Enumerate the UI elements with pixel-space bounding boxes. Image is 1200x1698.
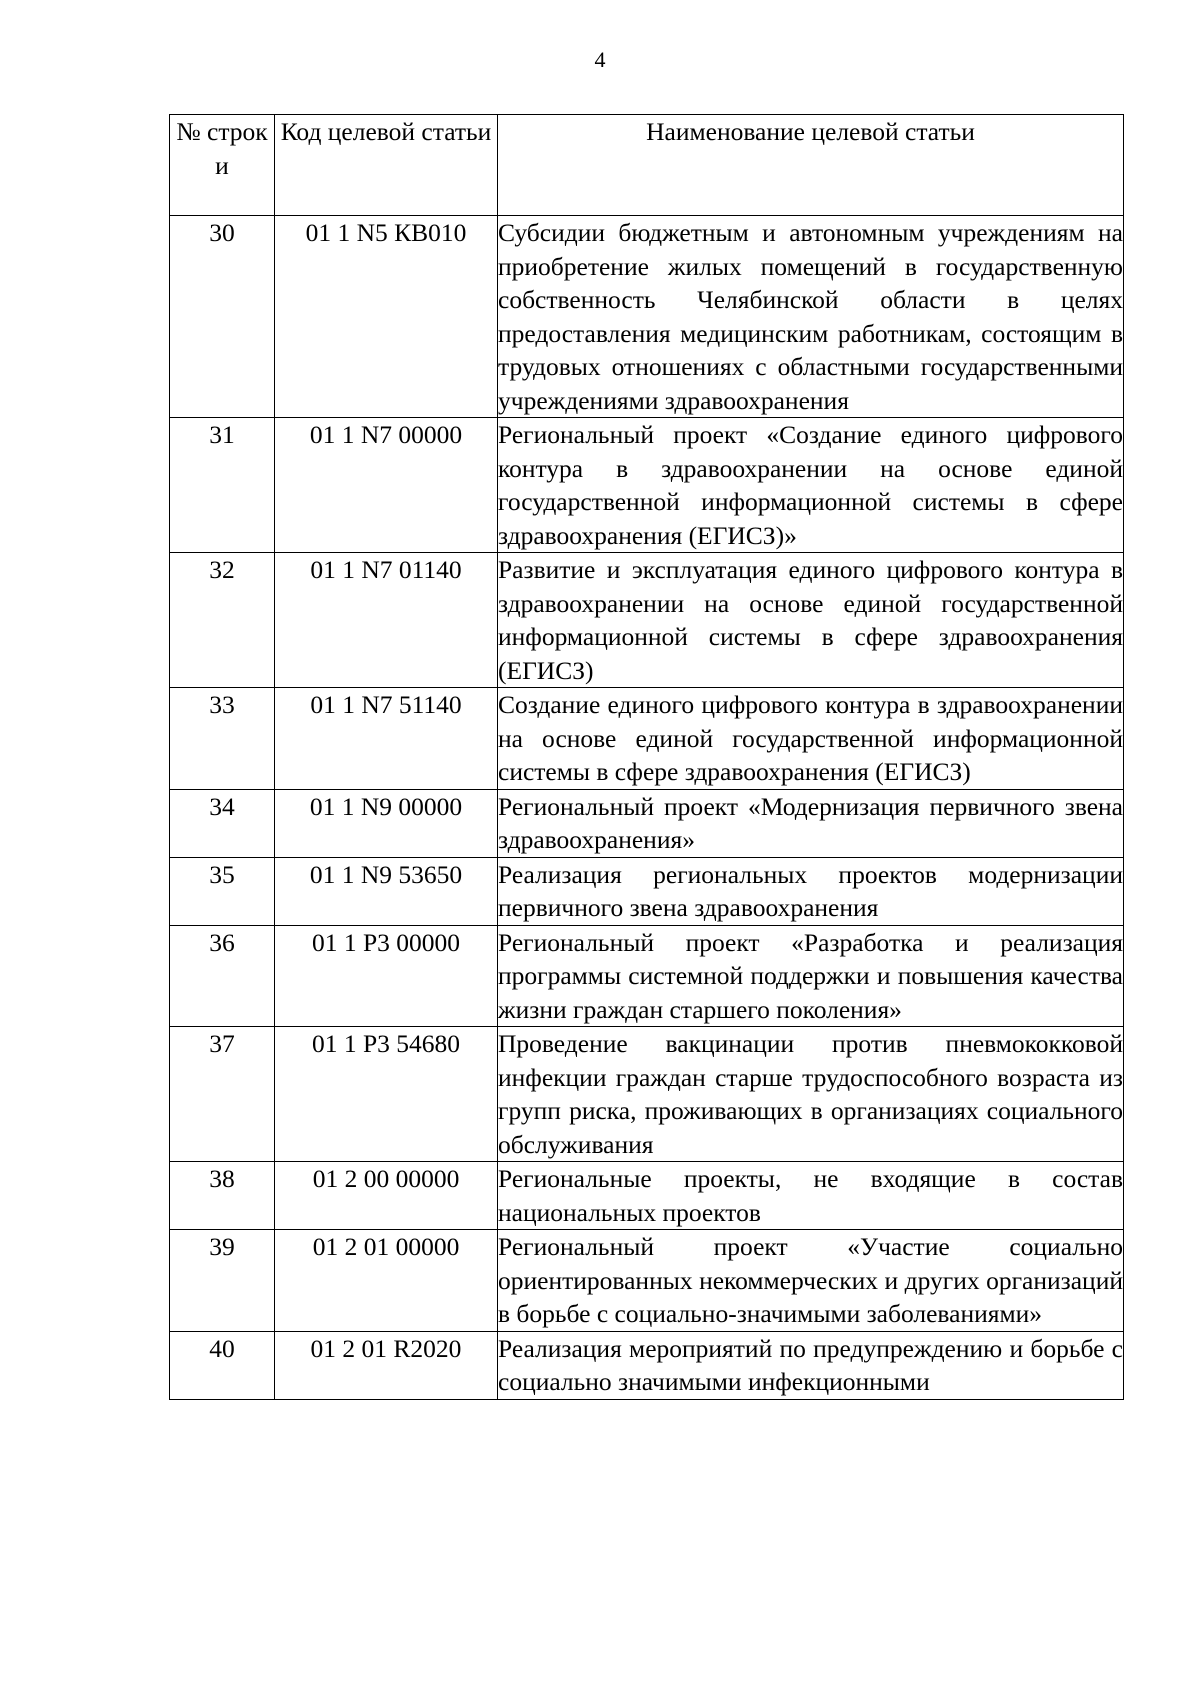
header-article-code: Код целевой статьи: [275, 115, 498, 216]
article-name-cell: Реализация региональных проектов модернизации первичного звена здравоохранения: [498, 857, 1124, 925]
row-number-cell: 35: [170, 857, 275, 925]
article-name-cell: Региональный проект «Разработка и реализация программы системной поддержки и повышения качества жизни граждан старшего поколения»: [498, 925, 1124, 1027]
row-number-cell: 39: [170, 1230, 275, 1332]
article-name-cell: Региональный проект «Участие социально ориентированных некоммерческих и других организаций в борьбе с социально-значимыми заболеваниями»: [498, 1230, 1124, 1332]
row-number-cell: 37: [170, 1027, 275, 1162]
table-row: [170, 216, 1124, 418]
article-name-cell: Субсидии бюджетным и автономным учреждениям на приобретение жилых помещений в государственную собственность Челябинской области в целях предоставления медицинским работникам, состоящим в трудовых отношениях с областными государственными учреждениями здравоохранения: [498, 216, 1124, 418]
article-name-cell: Региональный проект «Создание единого цифрового контура в здравоохранении на основе единой государственной информационной системы в сфере здравоохранения (ЕГИСЗ)»: [498, 418, 1124, 553]
row-number-cell: 33: [170, 688, 275, 790]
row-number-cell: 32: [170, 553, 275, 688]
table-row: [170, 1162, 1124, 1230]
row-number-cell: 38: [170, 1162, 275, 1230]
target-articles-table: [169, 114, 1124, 1400]
article-name-cell: Создание единого цифрового контура в здравоохранении на основе единой государственной информационной системы в сфере здравоохранения (ЕГИСЗ): [498, 688, 1124, 790]
row-number-cell: 40: [170, 1331, 275, 1399]
article-code-cell: 01 1 P3 00000: [275, 925, 498, 1027]
table-body: [170, 216, 1124, 1400]
header-row-number: № строк и: [170, 115, 275, 216]
article-code-cell: 01 1 N5 КВ010: [275, 216, 498, 418]
table-row: [170, 1331, 1124, 1399]
table-row: [170, 1027, 1124, 1162]
table-row: [170, 418, 1124, 553]
row-number-cell: 30: [170, 216, 275, 418]
article-name-cell: Реализация мероприятий по предупреждению и борьбе с социально значимыми инфекционными: [498, 1331, 1124, 1399]
table-row: [170, 688, 1124, 790]
page-number: 4: [594, 47, 606, 72]
table-row: [170, 925, 1124, 1027]
table-row: [170, 857, 1124, 925]
article-code-cell: 01 1 N7 51140: [275, 688, 498, 790]
article-code-cell: 01 2 01 00000: [275, 1230, 498, 1332]
table-row: [170, 789, 1124, 857]
article-name-cell: Региональные проекты, не входящие в состав национальных проектов: [498, 1162, 1124, 1230]
article-code-cell: 01 1 N7 01140: [275, 553, 498, 688]
article-code-cell: 01 1 N9 00000: [275, 789, 498, 857]
article-code-cell: 01 1 N7 00000: [275, 418, 498, 553]
row-number-cell: 34: [170, 789, 275, 857]
row-number-cell: 36: [170, 925, 275, 1027]
article-code-cell: 01 1 P3 54680: [275, 1027, 498, 1162]
table-row: [170, 553, 1124, 688]
article-code-cell: 01 2 00 00000: [275, 1162, 498, 1230]
row-number-cell: 31: [170, 418, 275, 553]
header-article-name: Наименование целевой статьи: [498, 115, 1124, 216]
table-header-row: [170, 115, 1124, 216]
article-code-cell: 01 2 01 R2020: [275, 1331, 498, 1399]
article-code-cell: 01 1 N9 53650: [275, 857, 498, 925]
article-name-cell: Региональный проект «Модернизация первичного звена здравоохранения»: [498, 789, 1124, 857]
table-row: [170, 1230, 1124, 1332]
article-name-cell: Развитие и эксплуатация единого цифрового контура в здравоохранении на основе единой государственной информационной системы в сфере здравоохранения (ЕГИСЗ): [498, 553, 1124, 688]
article-name-cell: Проведение вакцинации против пневмококковой инфекции граждан старше трудоспособного возраста из групп риска, проживающих в организациях социального обслуживания: [498, 1027, 1124, 1162]
